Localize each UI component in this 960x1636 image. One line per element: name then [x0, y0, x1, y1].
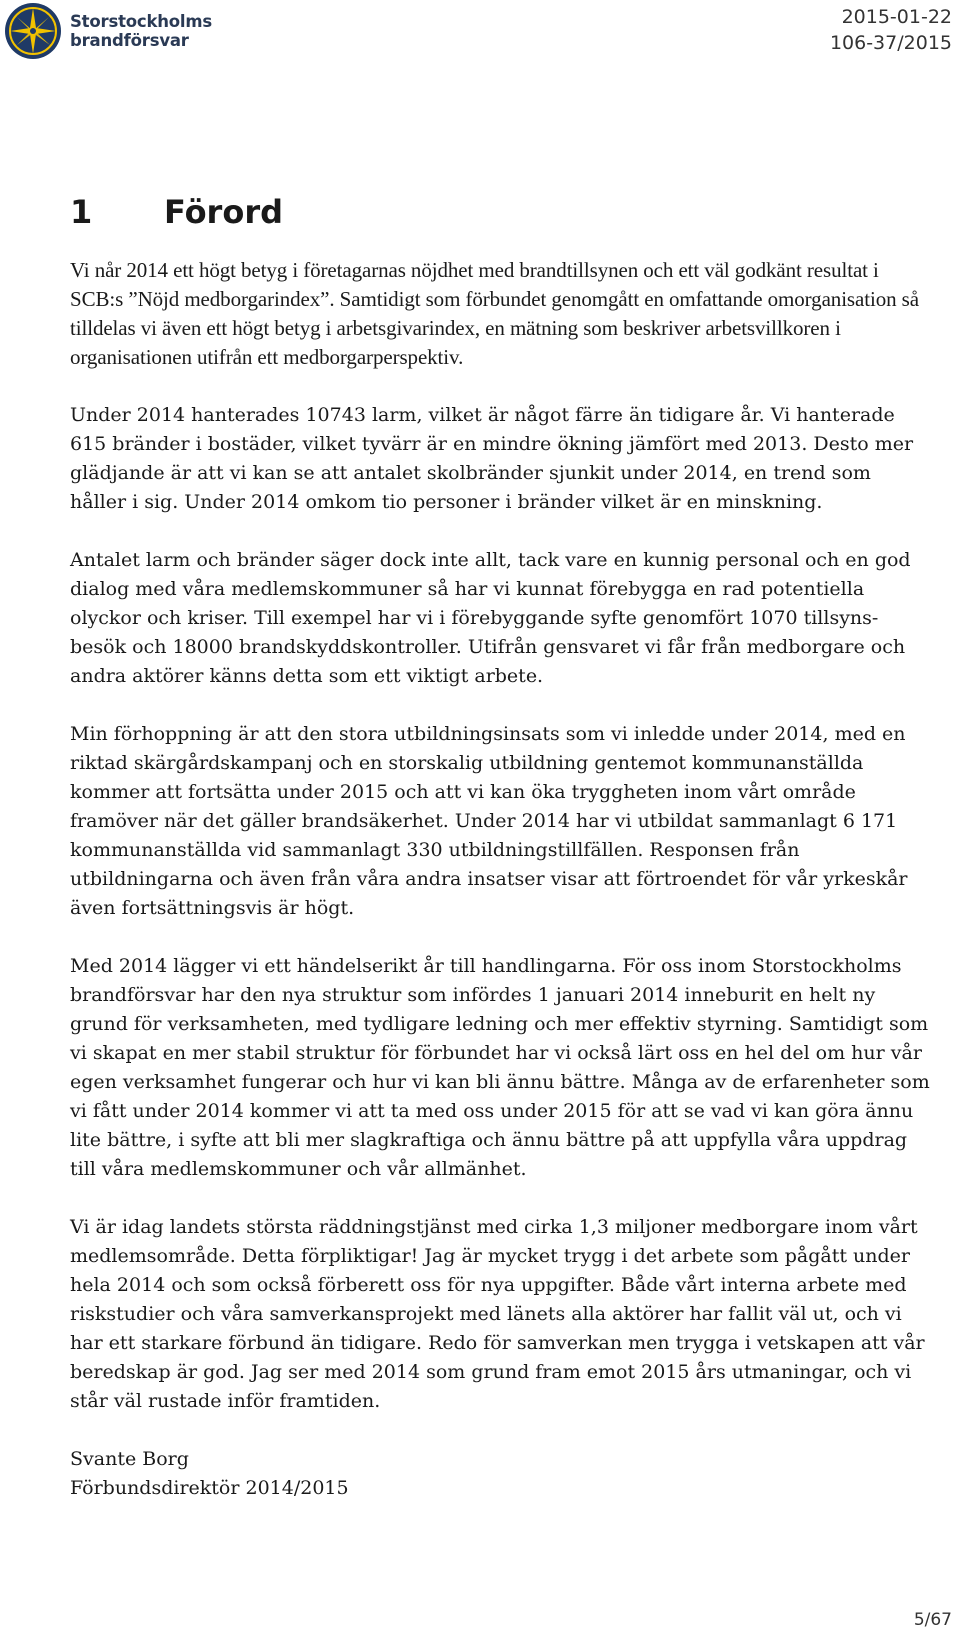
document-meta	[830, 4, 952, 56]
signature-title: Förbundsdirektör 2014/2015	[70, 1477, 349, 1499]
signature	[70, 1445, 930, 1503]
paragraph: Antalet larm och bränder säger dock inte allt, tack vare en kunnig personal och en god dialog med våra medlemskommuner så har vi kunnat förebygga en rad potentiella olyckor och kriser. Till exempel har vi i förebyggande syfte genomfört 1070 tillsyns-besök och 18000 brandskyddskontroller. Utifrån gensvaret vi får från medborgare och andra aktörer känns detta som ett viktigt arbete.	[70, 549, 911, 687]
document-reference: 106-37/2015	[829, 32, 952, 54]
section-number: 1	[70, 193, 93, 231]
signature-name: Svante Borg	[70, 1448, 189, 1470]
paragraph: Vi når 2014 ett högt betyg i företagarnas nöjdhet med brandtillsynen och ett väl godkänt resultat i SCB:s ”Nöjd medborgarindex”. Samtidigt som förbundet genomgått en omfattande omorganisation så tilldelas vi även ett högt betyg i arbetsgivarindex, en mätning som beskriver arbetsvillkoren i organisationen utifrån ett medborgarperspektiv.	[70, 258, 919, 369]
document-body	[70, 256, 930, 1503]
logo-line-1: Storstockholms	[70, 12, 212, 31]
paragraph: Vi är idag landets största räddningstjänst med cirka 1,3 miljoner medborgare inom vårt medlemsområde. Detta förpliktigar! Jag är mycket trygg i det arbete som pågått under hela 2014 och som också förberett oss för nya uppgifter. Både vårt interna arbete med riskstudier och våra samverkansprojekt med länets alla aktörer har fallit väl ut, och vi har ett starkare förbund än tidigare. Redo för samverkan men trygga i vetskapen att vår beredskap är god. Jag ser med 2014 som grund fram emot 2015 års utmaningar, och vi står väl rustade inför framtiden.	[70, 1216, 925, 1412]
page-number: 5/67	[913, 1610, 952, 1630]
logo-text	[70, 12, 212, 50]
paragraph: Med 2014 lägger vi ett händelserikt år till handlingarna. För oss inom Storstockholms brandförsvar har den nya struktur som infördes 1 januari 2014 inneburit en helt ny grund för verksamheten, med tydligare ledning och mer effektiv styrning. Samtidigt som vi skapat en mer stabil struktur för förbundet har vi också lärt oss en hel del om hur vår egen verksamhet fungerar och hur vi kan bli ännu bättre. Många av de erfarenheter som vi fått under 2014 kommer vi att ta med oss under 2015 för att se vad vi kan göra ännu lite bättre, i syfte att bli mer slagkraftiga och ännu bättre på att uppfylla våra uppdrag till våra medlemskommuner och vår allmänhet.	[70, 955, 930, 1180]
section-title: Förord	[164, 193, 283, 231]
document-date: 2015-01-22	[841, 6, 952, 28]
star-emblem-icon	[4, 2, 62, 60]
logo-line-2: brandförsvar	[70, 31, 189, 50]
paragraph: Under 2014 hanterades 10743 larm, vilket är något färre än tidigare år. Vi hanterade 615 bränder i bostäder, vilket tyvärr är en mindre ökning jämfört med 2013. Desto mer glädjande är att vi kan se att antalet skolbränder sjunkit under 2014, en trend som håller i sig. Under 2014 omkom tio personer i bränder vilket är en minskning.	[70, 404, 914, 513]
section-heading	[70, 190, 283, 234]
logo	[4, 2, 212, 60]
page-header	[0, 0, 960, 80]
paragraph: Min förhoppning är att den stora utbildningsinsats som vi inledde under 2014, med en riktad skärgårdskampanj och en storskalig utbildning gentemot kommunanställda kommer att fortsätta under 2015 och att vi kan öka tryggheten inom vårt område framöver när det gäller brandsäkerhet. Under 2014 har vi utbildat sammanlagt 6 171 kommunanställda vid sammanlagt 330 utbildningstillfällen. Responsen från utbildningarna och även från våra andra insatser visar att förtroendet för vår yrkeskår även fortsättningsvis är högt.	[70, 723, 908, 919]
